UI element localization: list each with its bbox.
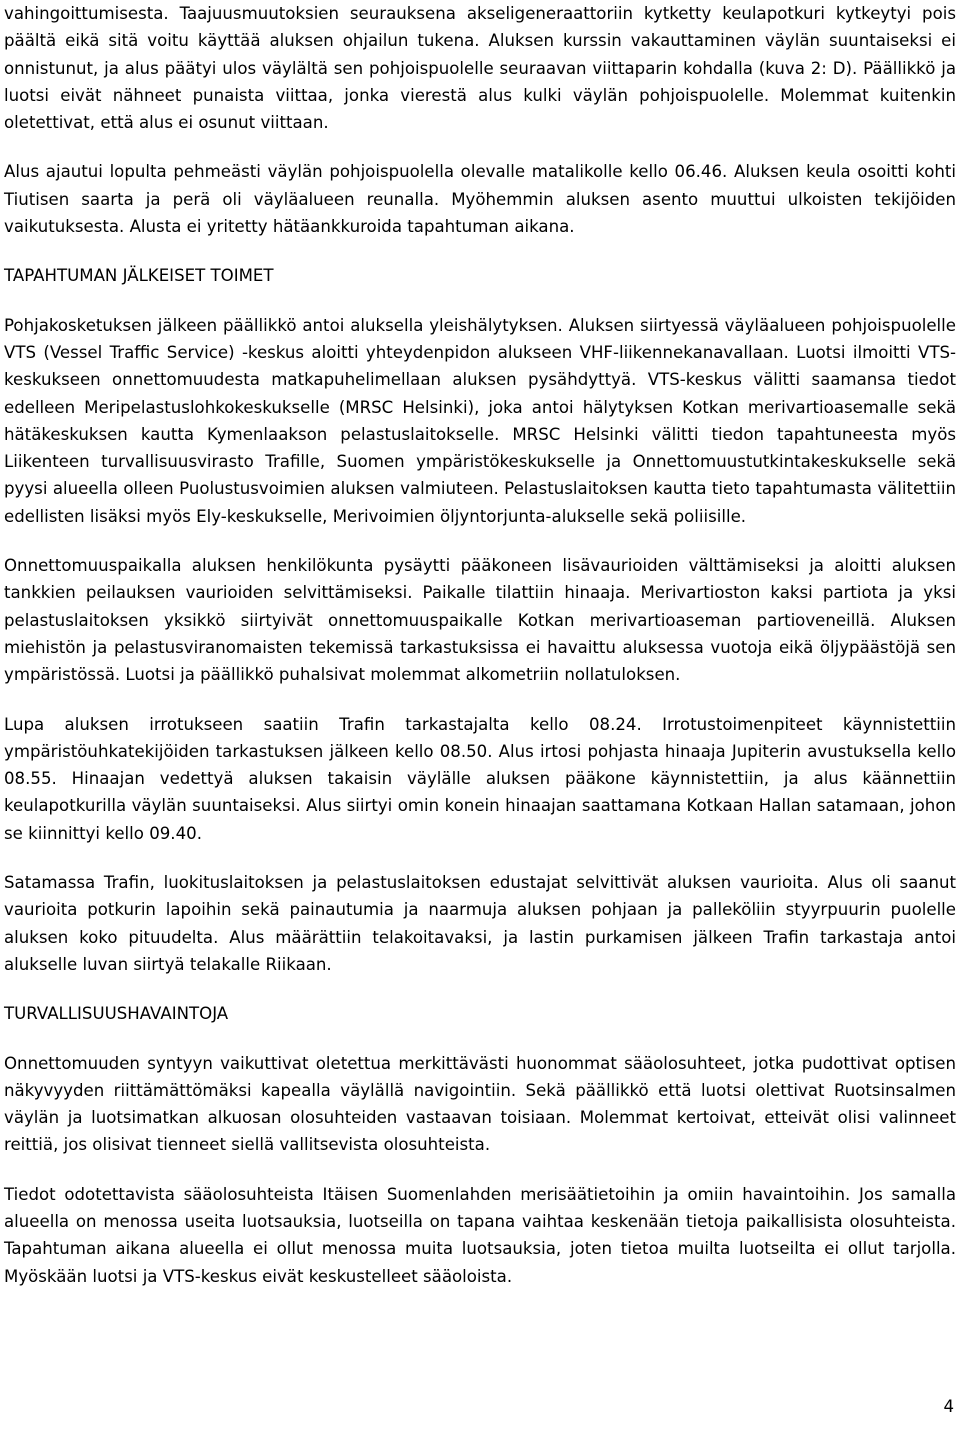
paragraph-spacer [4,136,956,158]
paragraph-spacer [4,1159,956,1181]
paragraph-refloating: Lupa aluksen irrotukseen saatiin Trafin tarkastajalta kello 08.24. Irrotustoimenpiteet käynnistettiin ympäristöuhkatekijöiden tarkastuksen jälkeen kello 08.50. Alus irtosi pohjasta hinaaja Jupiterin avustuksella kello 08.55. Hinaajan vedettyä aluksen takaisin väylälle aluksen pääkone käynnistettiin, ja alus käännettiin keulapotkurilla väylän suuntaiseksi. Alus siirtyi omin konein hinaajan saattamana Kotkaan Hallan satamaan, johon se kiinnittyi kello 09.40. [4,714,956,843]
section-heading-post-incident-actions: TAPAHTUMAN JÄLKEISET TOIMET [4,266,274,286]
paragraph-grounding-sequence: vahingoittumisesta. Taajuusmuutoksien seurauksena akseligeneraattoriin kytketty keulapotkuri kytkeytyi pois päältä eikä sitä voitu käyttää aluksen ohjailun tukena. Aluksen kurssin vakauttaminen väylän suuntaiseksi ei onnistunut, ja alus päätyi ulos väylältä sen pohjoispuolelle seuraavan viittaparin kohdalla (kuva 2: D). Päällikkö ja luotsi eivät nähneet punaista viittaa, jonka vierestä alus kulki väylän pohjoispuolelle. Molemmat kuitenkin oletettivat, että alus ei osunut viittaan. [4,4,956,133]
page-number: 4 [943,1397,954,1416]
paragraph-weather-information: Tiedot odotettavista sääolosuhteista Itäisen Suomenlahden merisäätietoihin ja omiin havaintoihin. Jos samalla alueella on menossa useita luotsauksia, luotseilla on tapana vaihtaa keskenään tietoja paikallisista olosuhteista. Tapahtuman aikana alueella ei ollut menossa muita luotsauksia, joten tietoa muilta luotseilta ei ollut tarjolla. Myöskään luotsi ja VTS-keskus eivät keskustelleet sääoloista. [4,1184,956,1286]
paragraph-damage-inspection: Satamassa Trafin, luokituslaitoksen ja pelastuslaitoksen edustajat selvittivät aluksen vaurioita. Alus oli saanut vaurioita potkurin lapoihin sekä painautumia ja naarmuja aluksen pohjaan ja palleköliin styyrpuurin puolelle aluksen koko pituudelta. Alus määrättiin telakoitavaksi, ja lastin purkamisen jälkeen Trafin tarkastaja antoi alukselle luvan siirtyä telakalle Riikaan. [4,873,956,974]
paragraph-spacer [4,1028,956,1050]
paragraph-spacer [4,689,956,711]
paragraph-on-site-actions: Onnettomuuspaikalla aluksen henkilökunta pysäytti pääkoneen lisävaurioiden välttämiseksi ja aloitti aluksen tankkien peilauksen vaurioiden selvittämiseksi. Paikalle tilattiin hinaaja. Merivartioston kaksi partiota ja yksi pelastuslaitoksen yksikkö siirtyivät onnettomuuspaikalle Kotkan merivartioaseman partioveneillä. Aluksen miehistön ja pelastusviranomaisten tekemissä tarkastuksissa ei havaittu aluksessa vuotoja eikä öljypäästöjä sen ympäristössä. Luotsi ja päällikkö puhalsivat molemmat alkometriin nollatuloksen. [4,556,956,685]
document-page [4,0,956,1290]
paragraph-spacer [4,530,956,552]
paragraph-spacer [4,847,956,869]
paragraph-alerts: Pohjakosketuksen jälkeen päällikkö antoi aluksella yleishälytyksen. Aluksen siirtyessä väyläalueen pohjoispuolelle VTS (Vessel Traffic Service) -keskus aloitti yhteydenpidon alukseen VHF-liikennekanavallaan. Luotsi ilmoitti VTS-keskukseen onnettomuudesta matkapuhelimellaan aluksen pysähdyttyä. VTS-keskus välitti saamansa tiedot edelleen Meripelastuslohkokeskukselle (MRSC Helsinki), joka antoi hälytyksen Kotkan merivartioasemalle sekä hätäkeskuksen kautta Kymenlaakson pelastuslaitokselle. MRSC Helsinki välitti tiedon tapahtuneesta myös Liikenteen turvallisuusvirasto Trafille, Suomen ympäristökeskukselle ja Onnettomuustutkintakeskukselle sekä pyysi alueella olleen Puolustusvoimien aluksen valmiuteen. Pelastuslaitoksen kautta tieto tapahtumasta välitettiin edellisten lisäksi myös Ely-keskukselle, Merivoimien öljyntorjunta-alukselle sekä poliisille. [4,315,956,526]
paragraph-weather-conditions: Onnettomuuden syntyyn vaikuttivat oletettua merkittävästi huonommat sääolosuhteet, jotka pudottivat optisen näkyvyyden riittämättömäksi kapealla väylällä navigointiin. Sekä päällikkö että luotsi olettivat Ruotsinsalmen väylän ja luotsimatkan alkuosan olosuhteiden vastaavan toisiaan. Molemmat kertoivat, etteivät olisi valinneet reittiä, jos olisivat tienneet siellä vallitsevista olosuhteista. [4,1053,956,1155]
paragraph-spacer [4,240,956,262]
paragraph-spacer [4,978,956,1000]
paragraph-spacer [4,290,956,312]
paragraph-grounding-time: Alus ajautui lopulta pehmeästi väylän pohjoispuolella olevalle matalikolle kello 06.46. Aluksen keula osoitti kohti Tiutisen saarta ja perä oli väyläalueen reunalla. Myöhemmin aluksen asento muuttui ulkoisten tekijöiden vaikutuksesta. Alusta ei yritetty hätäankkuroida tapahtuman aikana. [4,162,956,237]
section-heading-safety-observations: TURVALLISUUSHAVAINTOJA [4,1004,229,1024]
